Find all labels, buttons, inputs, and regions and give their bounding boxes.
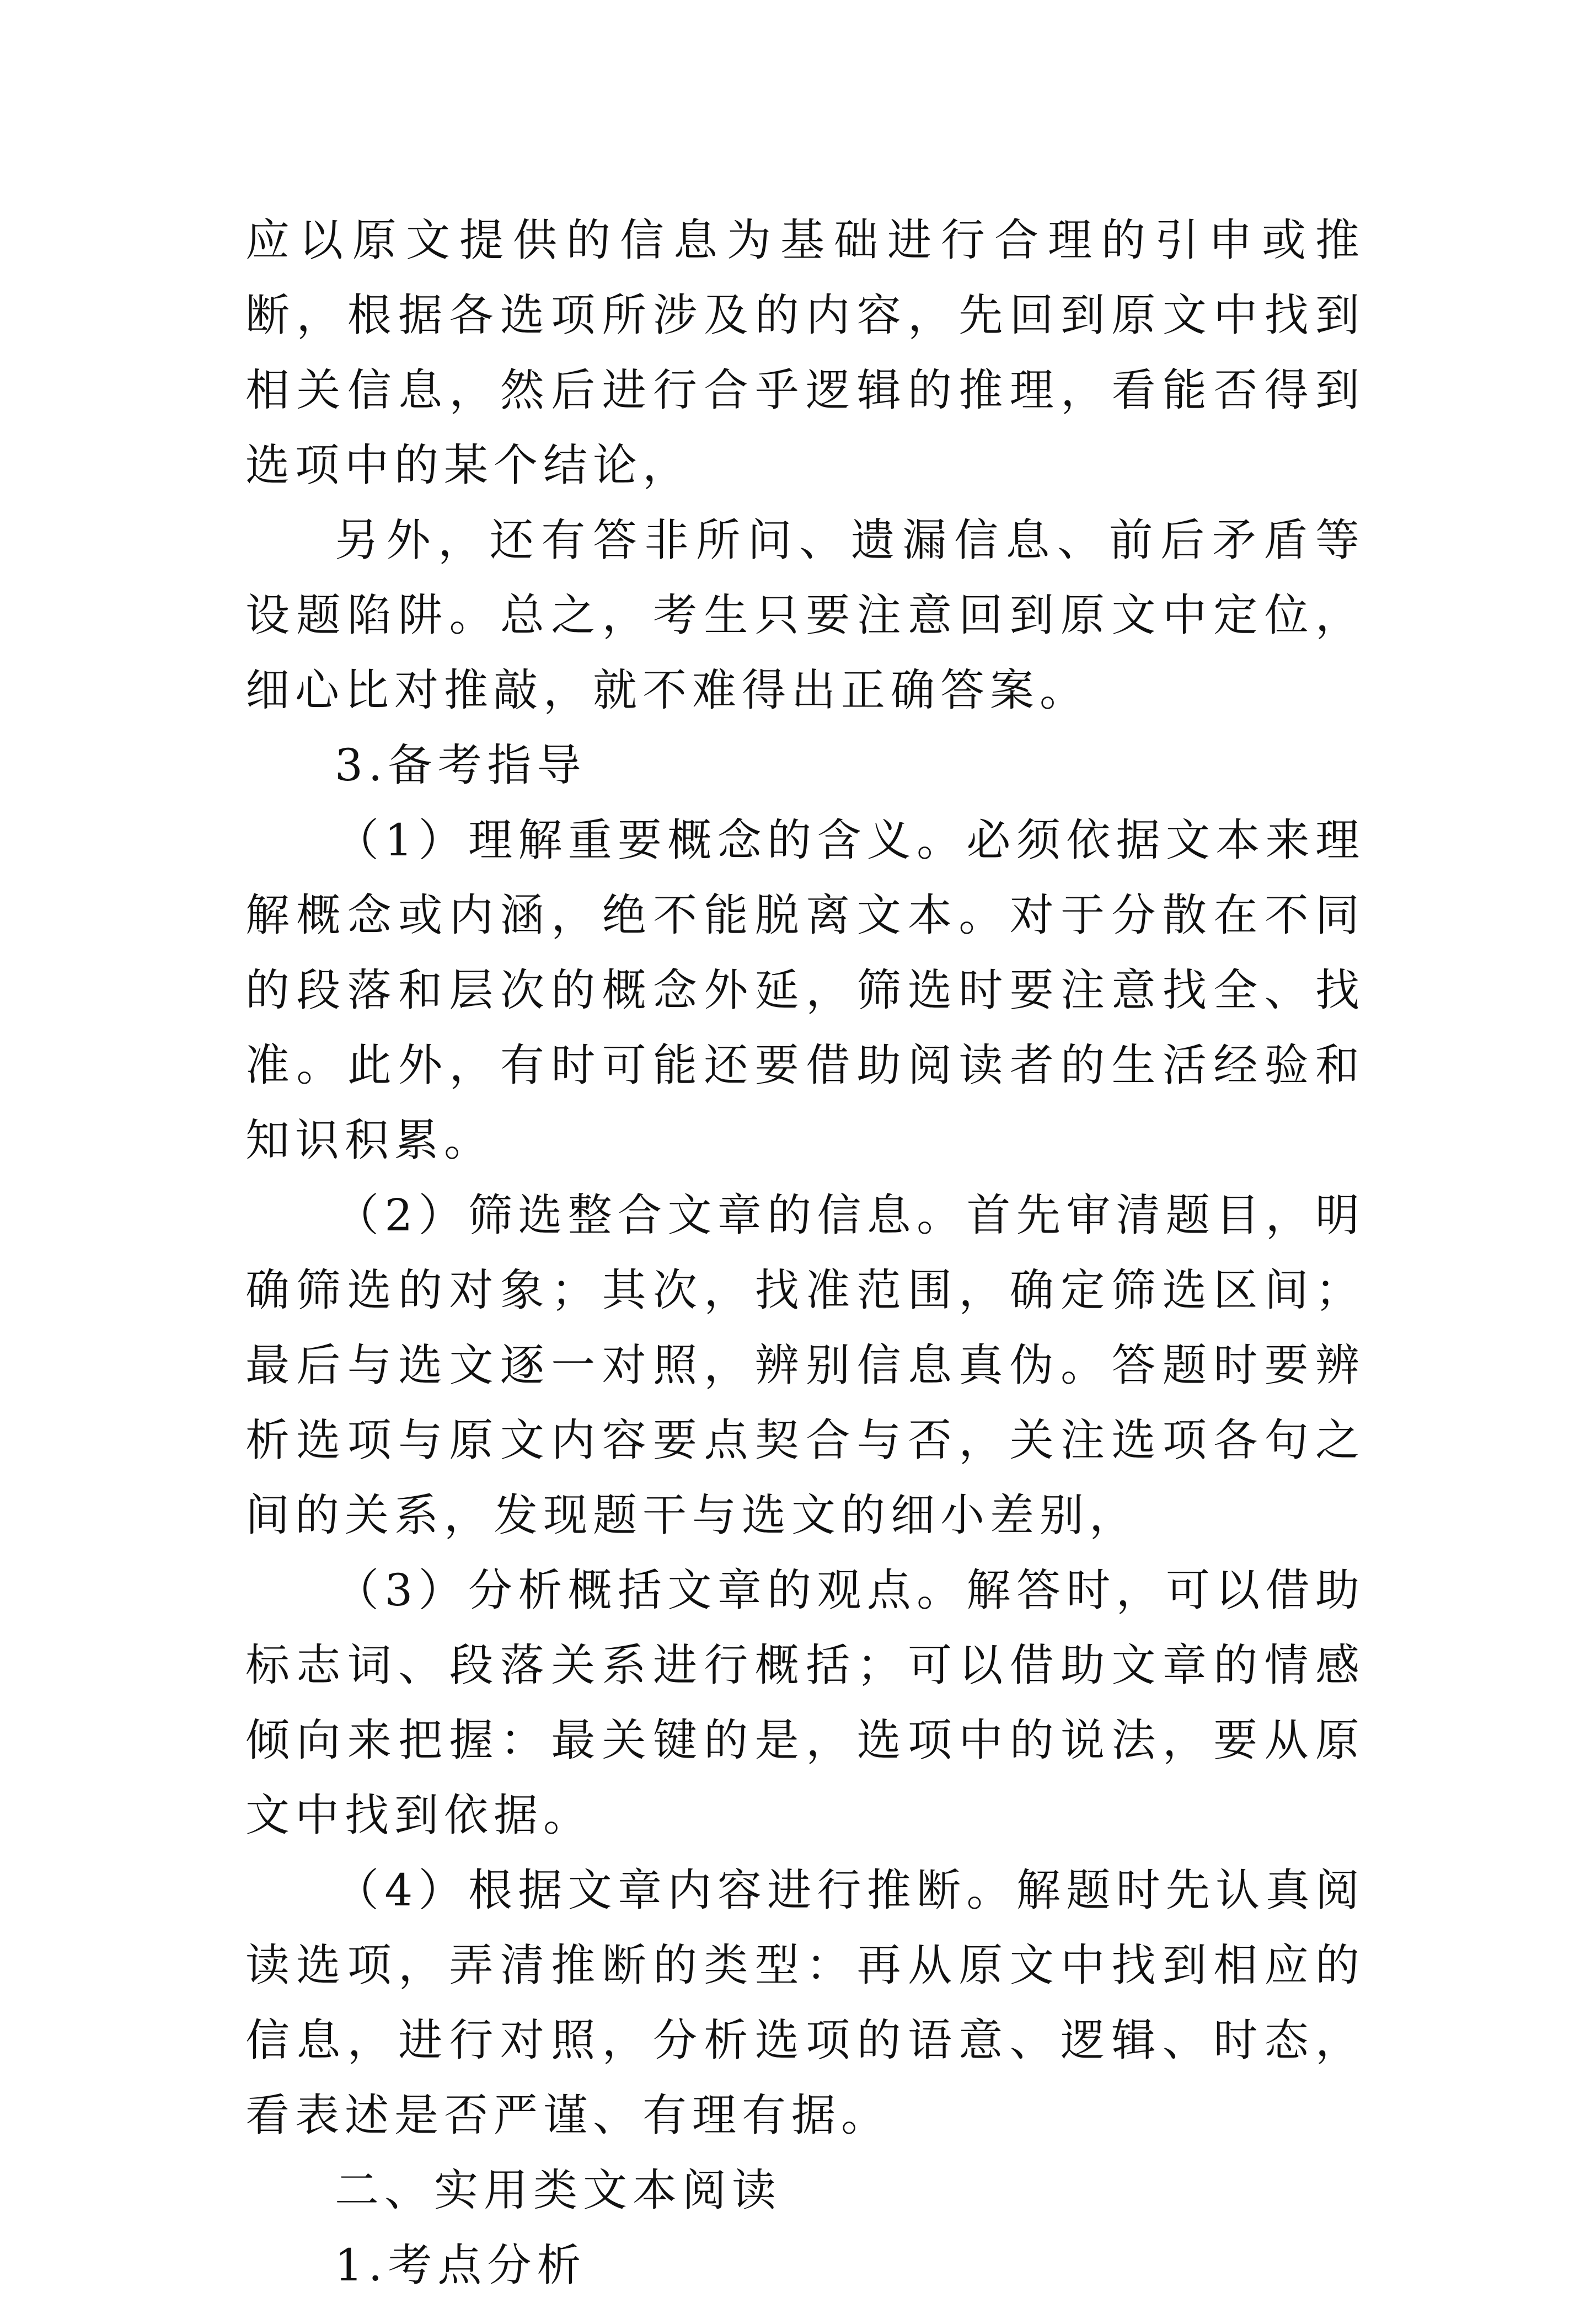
paragraph-guidance-2: （2）筛选整合文章的信息。首先审清题目，明确筛选的对象；其次，找准范围，确定筛选区间；最后与选文逐一对照，辨别信息真伪。答题时要辨析选项与原文内容要点契合与否，关注选项各句之间的关系，发现题干与选文的细小差别， [245,1190,1365,1541]
paragraph-guidance-4: （4）根据文章内容进行推断。解题时先认真阅读选项，弄清推断的类型：再从原文中找到相应的信息，进行对照，分析选项的语意、逻辑、时态，看表述是否严谨、有理有据。 [245,1865,1365,2141]
paragraph-inference-method: 应以原文提供的信息为基础进行合理的引申或推断，根据各选项所涉及的内容，先回到原文中找到相关信息，然后进行合乎逻辑的推理，看能否得到选项中的某个结论， [245,215,1365,491]
section-heading-exam-guidance: 3.备考指导 [335,740,587,791]
document-page [245,203,1365,2303]
paragraph-guidance-3: （3）分析概括文章的观点。解答时，可以借助标志词、段落关系进行概括；可以借助文章的情感倾向来把握：最关键的是，选项中的说法，要从原文中找到依据。 [245,1565,1365,1841]
section-heading-exam-analysis: 1.考点分析 [335,2240,587,2291]
section-heading-practical-text: 二、实用类文本阅读 [335,2165,781,2216]
paragraph-guidance-1: （1）理解重要概念的含义。必须依据文本来理解概念或内涵，绝不能脱离文本。对于分散在不同的段落和层次的概念外延，筛选时要注意找全、找准。此外，有时可能还要借助阅读者的生活经验和知识积累。 [245,815,1365,1166]
paragraph-other-traps: 另外，还有答非所问、遗漏信息、前后矛盾等设题陷阱。总之，考生只要注意回到原文中定位，细心比对推敲，就不难得出正确答案。 [245,515,1365,716]
